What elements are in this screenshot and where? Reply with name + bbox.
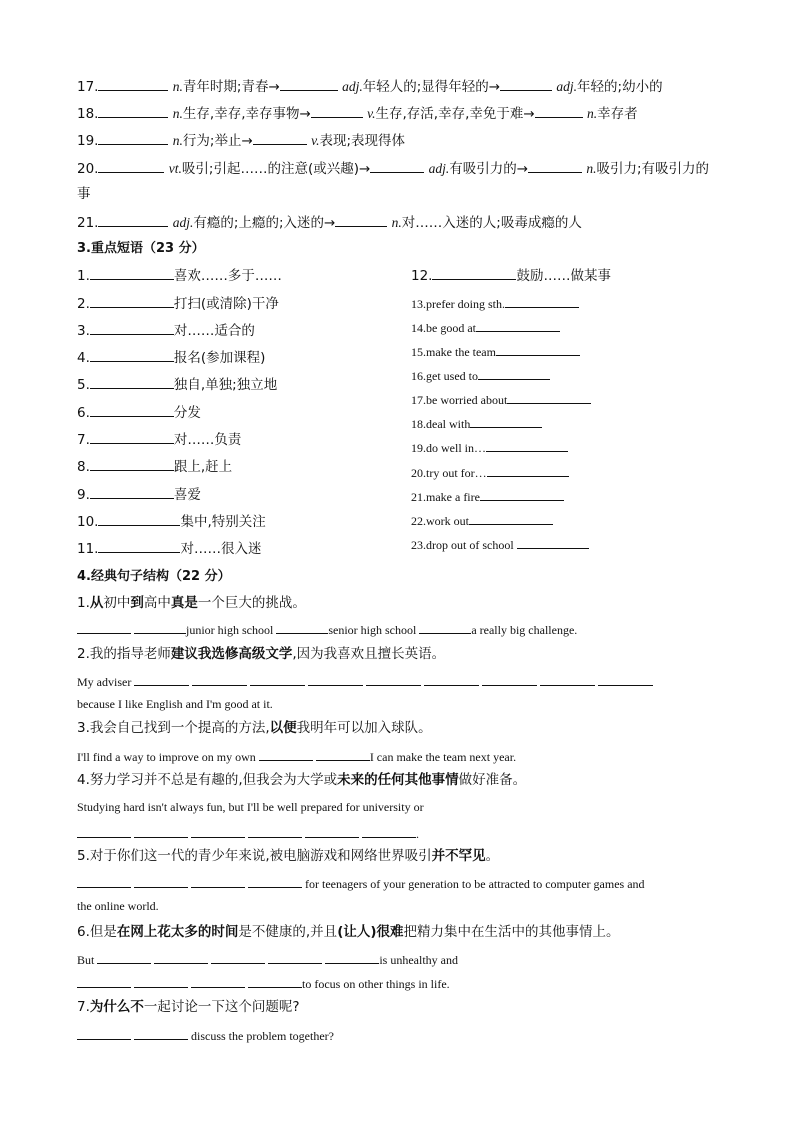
sentence-text: discuss the problem together? [191, 1029, 334, 1043]
sentence-3-prompt [77, 722, 432, 736]
sentence-text: for teenagers of your generation to be attracted to computer games and [305, 877, 645, 891]
phrase-text: 集中,特别关注 [180, 514, 266, 530]
meaning: 生存,存活,幸存,幸免于难→ [375, 106, 535, 122]
pos-tag: n. [172, 133, 183, 148]
phrase-text: deal with [426, 417, 471, 431]
item-number: 15. [411, 345, 426, 359]
answer-blank[interactable] [97, 952, 151, 964]
item-number: 18. [411, 417, 426, 431]
phrase-text: drop out of school [426, 538, 514, 552]
pos-tag: n. [586, 161, 597, 176]
phrase-item [77, 514, 266, 530]
phrase-item [77, 541, 261, 557]
answer-blank[interactable] [211, 952, 265, 964]
answer-blank[interactable] [598, 674, 653, 686]
answer-blank[interactable] [482, 674, 537, 686]
answer-blank[interactable] [90, 459, 174, 471]
answer-blank[interactable] [134, 674, 189, 686]
phrase-item [77, 432, 241, 448]
phrase-item [77, 350, 265, 366]
phrase-text: make the team [426, 345, 496, 359]
section-heading-phrases: 3.重点短语（23 分） [77, 241, 205, 256]
item-number: 13. [411, 297, 426, 311]
phrase-text: 报名(参加课程) [173, 350, 266, 366]
answer-blank[interactable] [90, 377, 174, 389]
sentence-text: 把精力集中在生活中的其他事情上。 [403, 924, 620, 940]
answer-blank[interactable] [98, 133, 168, 145]
answer-blank[interactable] [507, 392, 591, 404]
answer-blank[interactable] [77, 826, 131, 838]
vocab-18 [77, 106, 638, 122]
vocab-20 [77, 161, 709, 177]
answer-blank[interactable] [259, 749, 313, 761]
phrase-text: try out for… [426, 466, 487, 480]
phrase-item [411, 465, 569, 479]
meaning: 生存,幸存,幸存事物→ [182, 106, 311, 122]
item-number: 10. [77, 514, 99, 530]
answer-blank[interactable] [335, 215, 387, 227]
item-number: 21. [411, 490, 426, 504]
sentence-text: junior high school [186, 623, 274, 637]
sentence-2-answer-end: because I like English and I'm good at it. [77, 697, 273, 711]
answer-blank[interactable] [191, 876, 245, 888]
keyword: 未来的任何其他事情 [337, 772, 459, 788]
phrase-item [411, 537, 589, 551]
sentence-6-answer-2 [77, 976, 450, 990]
answer-blank[interactable] [276, 622, 328, 634]
answer-blank[interactable] [90, 405, 174, 417]
item-number: 14. [411, 321, 426, 335]
answer-blank[interactable] [419, 622, 471, 634]
phrase-item [411, 489, 564, 503]
phrase-text: 喜爱 [173, 487, 201, 503]
pos-tag: n. [172, 106, 183, 121]
answer-blank[interactable] [486, 440, 568, 452]
keyword: 真 [170, 595, 185, 611]
answer-blank[interactable] [90, 268, 174, 280]
pos-tag: adj. [172, 215, 194, 230]
keyword: 很难 [376, 924, 404, 940]
answer-blank[interactable] [90, 323, 174, 335]
phrase-text: 对……适合的 [173, 323, 255, 339]
phrase-text: 对……负责 [173, 432, 242, 448]
answer-blank[interactable] [528, 161, 582, 173]
answer-blank[interactable] [77, 1028, 131, 1040]
sentence-text: 4.努力学习并不总是有趣的,但我会为大学或 [77, 772, 338, 788]
item-number: 20. [77, 161, 99, 177]
answer-blank[interactable] [98, 541, 180, 553]
answer-blank[interactable] [134, 876, 188, 888]
answer-blank[interactable] [98, 514, 180, 526]
answer-blank[interactable] [134, 826, 188, 838]
answer-blank[interactable] [316, 749, 370, 761]
phrase-text: 跟上,赶上 [173, 459, 233, 475]
sentence-text: 一个巨大的挑战。 [197, 595, 306, 611]
answer-blank[interactable] [253, 133, 307, 145]
meaning: 行为;举止→ [182, 133, 253, 149]
answer-blank[interactable] [90, 350, 174, 362]
answer-blank[interactable] [154, 952, 208, 964]
meaning: 幸存者 [597, 106, 638, 122]
sentence-2-answer [77, 674, 653, 688]
answer-blank[interactable] [90, 487, 174, 499]
meaning: 青年时期;青春→ [182, 79, 280, 95]
sentence-text: to focus on other things in life. [302, 977, 450, 991]
answer-blank[interactable] [98, 215, 168, 227]
answer-blank[interactable] [250, 674, 305, 686]
answer-blank[interactable] [366, 674, 421, 686]
phrase-item [77, 377, 277, 393]
phrase-item [77, 323, 255, 339]
sentence-text: I can make the team next year. [369, 750, 517, 764]
keyword: 到 [130, 595, 144, 611]
keyword: 建议我选修高级文学 [170, 646, 293, 662]
keyword: 在网上花太多的时间 [116, 924, 239, 940]
vocab-20-continued [77, 188, 91, 202]
item-number: 12. [411, 268, 433, 284]
meaning: 吸引力;有吸引力的 [596, 161, 710, 177]
sentence-text: 初中 [103, 595, 131, 611]
sentence-7-prompt [77, 1001, 300, 1015]
phrase-text: 对……很入迷 [180, 541, 262, 557]
sentence-1-answer [77, 622, 577, 636]
answer-blank[interactable] [480, 489, 564, 501]
answer-blank[interactable] [280, 79, 338, 91]
pos-tag: n. [586, 106, 598, 121]
keyword: (让人) [337, 924, 377, 940]
phrase-text: 独自,单独;独立地 [173, 377, 278, 393]
answer-blank[interactable] [311, 106, 363, 118]
section-heading-sentences: 4.经典句子结构（22 分） [77, 569, 231, 584]
sentence-text: I'll find a way to improve on my own [77, 750, 256, 764]
answer-blank[interactable] [500, 79, 552, 91]
sentence-4-answer-blanks [77, 826, 419, 840]
phrase-text: 喜欢……多于…… [173, 268, 282, 284]
answer-blank[interactable] [98, 79, 168, 91]
answer-blank[interactable] [370, 161, 424, 173]
item-number: 18. [77, 106, 99, 122]
answer-blank[interactable] [248, 876, 302, 888]
phrase-text: be worried about [426, 393, 508, 407]
keyword: 是 [184, 595, 198, 611]
answer-blank[interactable] [77, 976, 131, 988]
meaning: 表现;表现得体 [319, 133, 406, 149]
sentence-text: 2.我的指导老师 [77, 646, 171, 662]
answer-blank[interactable] [134, 1028, 188, 1040]
answer-blank[interactable] [134, 976, 188, 988]
vocab-19 [77, 133, 405, 149]
phrase-text: do well in… [426, 441, 486, 455]
phrase-item [411, 416, 542, 430]
phrase-item [411, 440, 568, 454]
item-number: 19. [411, 441, 426, 455]
item-number: 17. [77, 79, 99, 95]
sentence-text: 一起讨论一下这个问题呢? [143, 999, 300, 1015]
meaning: 年轻的;幼小的 [577, 79, 663, 95]
sentence-text: 3.我会自己找到一个提高的方法, [77, 720, 270, 736]
answer-blank[interactable] [496, 344, 580, 356]
pos-tag: v. [367, 106, 376, 121]
keyword: 从 [89, 595, 104, 611]
sentence-text: But [77, 953, 95, 967]
answer-blank[interactable] [90, 432, 174, 444]
keyword: 并不罕见 [431, 848, 486, 864]
item-number: 20. [411, 466, 426, 480]
answer-blank[interactable] [470, 416, 542, 428]
answer-blank[interactable] [478, 368, 550, 380]
sentence-text: a really big challenge. [471, 623, 578, 637]
keyword: 以便 [269, 720, 297, 736]
sentence-text: 是不健康的,并且 [238, 924, 338, 940]
sentence-number: 1. [77, 595, 90, 611]
sentence-3-answer [77, 749, 516, 763]
item-number: 3. [77, 323, 90, 339]
sentence-text: 我明年可以加入球队。 [296, 720, 432, 736]
phrase-item [77, 268, 282, 284]
answer-blank[interactable] [77, 622, 131, 634]
answer-blank[interactable] [268, 952, 322, 964]
answer-blank[interactable] [98, 106, 168, 118]
answer-blank[interactable] [305, 826, 359, 838]
sentence-6-prompt [77, 926, 620, 940]
phrase-item [77, 459, 232, 475]
phrase-item [411, 344, 580, 358]
phrase-item [411, 320, 560, 334]
item-number: 19. [77, 133, 99, 149]
sentence-5-answer [77, 876, 645, 890]
answer-blank[interactable] [192, 674, 247, 686]
sentence-text: My adviser [77, 675, 132, 689]
phrase-item [77, 487, 201, 503]
keyword: 为什么不 [89, 999, 144, 1015]
meaning-continued: 事 [77, 186, 91, 202]
answer-blank[interactable] [540, 674, 595, 686]
answer-blank[interactable] [535, 106, 583, 118]
phrase-text: 鼓励……做某事 [516, 268, 611, 284]
item-number: 23. [411, 538, 426, 552]
phrase-item [411, 368, 550, 382]
pos-tag: adj. [342, 79, 363, 94]
answer-blank[interactable] [308, 674, 363, 686]
pos-tag: adj. [556, 79, 578, 94]
sentence-text: is unhealthy and [379, 953, 458, 967]
item-number: 22. [411, 514, 426, 528]
sentence-4-answer: Studying hard isn't always fun, but I'll be well prepared for university or [77, 800, 424, 814]
meaning: 有吸引力的→ [449, 161, 529, 177]
sentence-number: 7. [77, 999, 90, 1015]
answer-blank[interactable] [98, 161, 164, 173]
item-number: 7. [77, 432, 90, 448]
phrase-text: get used to [426, 369, 478, 383]
phrase-text: 打扫(或清除)干净 [173, 296, 279, 312]
phrase-text: 分发 [173, 405, 201, 421]
answer-blank[interactable] [517, 537, 589, 549]
answer-blank[interactable] [77, 876, 131, 888]
sentence-text: 5.对于你们这一代的青少年来说,被电脑游戏和网络世界吸引 [77, 848, 432, 864]
phrase-text: prefer doing sth. [426, 297, 505, 311]
phrase-item [411, 513, 553, 527]
answer-blank[interactable] [90, 296, 174, 308]
answer-blank[interactable] [362, 826, 416, 838]
item-number: 1. [77, 268, 90, 284]
answer-blank[interactable] [191, 826, 245, 838]
phrase-item [411, 296, 579, 310]
sentence-text: 高中 [143, 595, 171, 611]
item-number: 5. [77, 377, 90, 393]
sentence-text: ,因为我喜欢且擅长英语。 [292, 646, 446, 662]
item-number: 2. [77, 296, 90, 312]
item-number: 4. [77, 350, 90, 366]
pos-tag: n. [172, 79, 183, 94]
meaning: 吸引;引起……的注意(或兴趣)→ [181, 161, 371, 177]
pos-tag: n. [391, 215, 402, 230]
phrase-text: be good at [426, 321, 476, 335]
sentence-7-answer [77, 1028, 334, 1042]
sentence-6-answer [77, 952, 458, 966]
pos-tag: vt. [168, 161, 182, 176]
vocab-21 [77, 215, 582, 231]
item-number: 17. [411, 393, 426, 407]
sentence-text: senior high school [328, 623, 417, 637]
answer-blank[interactable] [248, 826, 302, 838]
period: . [416, 827, 419, 841]
item-number: 11. [77, 541, 99, 557]
pos-tag: v. [311, 133, 320, 148]
answer-blank[interactable] [424, 674, 479, 686]
phrase-item [77, 405, 201, 421]
sentence-2-prompt [77, 648, 445, 662]
item-number: 9. [77, 487, 90, 503]
item-number: 6. [77, 405, 90, 421]
sentence-1-prompt [77, 597, 306, 611]
sentence-5-answer-end: the online world. [77, 899, 159, 913]
answer-blank[interactable] [134, 622, 186, 634]
sentence-text: 做好准备。 [458, 772, 527, 788]
item-number: 21. [77, 215, 99, 231]
meaning: 对……入迷的人;吸毒成瘾的人 [401, 215, 582, 231]
answer-blank[interactable] [487, 465, 569, 477]
item-number: 16. [411, 369, 426, 383]
sentence-text: 。 [485, 848, 500, 864]
phrase-text: work out [426, 514, 469, 528]
phrase-text: make a fire [426, 490, 480, 504]
pos-tag: adj. [428, 161, 450, 176]
sentence-4-prompt [77, 774, 526, 788]
answer-blank[interactable] [191, 976, 245, 988]
item-number: 8. [77, 459, 90, 475]
sentence-text: 6.但是 [77, 924, 117, 940]
phrase-item [77, 296, 279, 312]
vocab-17 [77, 79, 663, 95]
phrase-item [411, 268, 611, 284]
phrase-item [411, 392, 591, 406]
meaning: 有瘾的;上瘾的;入迷的→ [193, 215, 336, 231]
answer-blank[interactable] [248, 976, 302, 988]
answer-blank[interactable] [325, 952, 379, 964]
answer-blank[interactable] [432, 268, 516, 280]
answer-blank[interactable] [476, 320, 560, 332]
answer-blank[interactable] [505, 296, 579, 308]
meaning: 年轻人的;显得年轻的→ [362, 79, 501, 95]
sentence-5-prompt [77, 850, 499, 864]
answer-blank[interactable] [469, 513, 553, 525]
